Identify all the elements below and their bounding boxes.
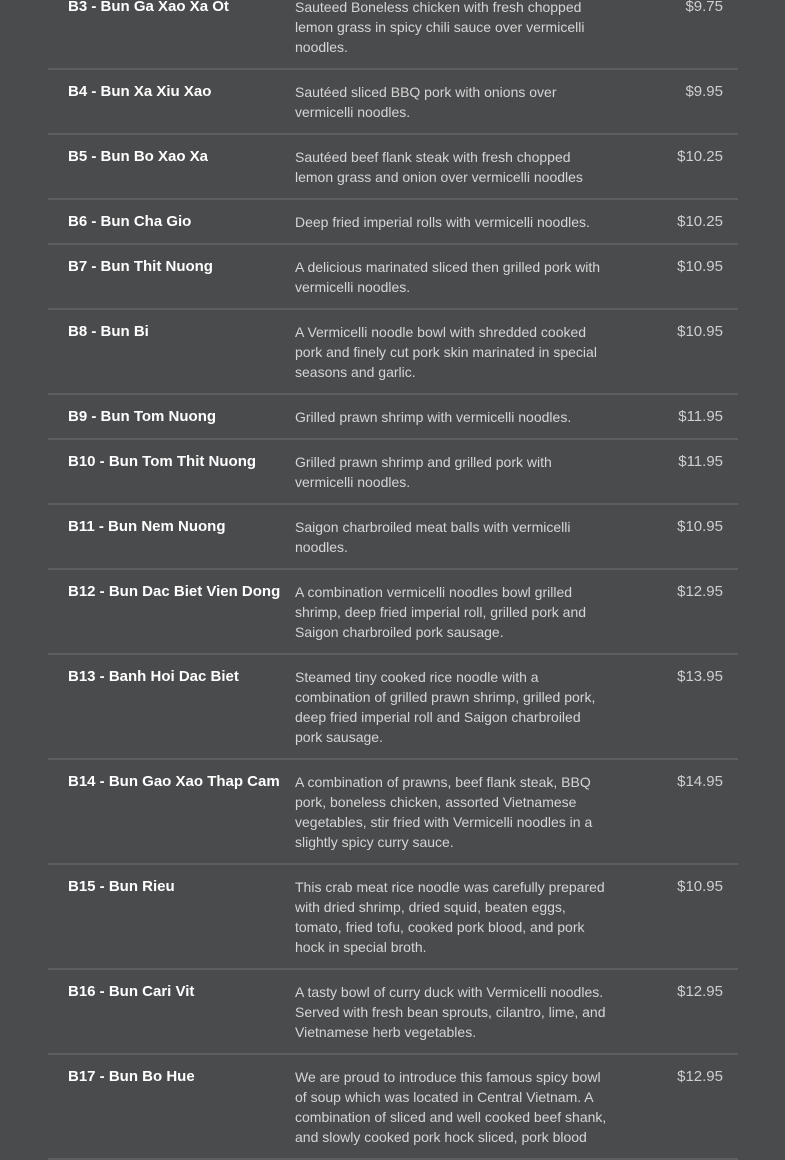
- item-name: B15 - Bun Rieu: [68, 878, 175, 895]
- menu-item-b3: [48, 0, 738, 70]
- item-price: $12.95: [677, 1068, 723, 1085]
- item-description: Steamed tiny cooked rice noodle with a combination of grilled prawn shrimp, grilled pork, deep fried imperial roll and Saigon charbroiled pork sausage.: [295, 669, 596, 745]
- item-description: Saigon charbroiled meat balls with vermicelli noodles.: [295, 519, 571, 555]
- item-name: B13 - Banh Hoi Dac Biet: [68, 668, 239, 685]
- menu-item-b5: [48, 135, 738, 200]
- item-name: B4 - Bun Xa Xiu Xao: [68, 83, 212, 100]
- item-description: Grilled prawn shrimp with vermicelli noodles.: [295, 409, 572, 425]
- item-description: A delicious marinated sliced then grilled pork with vermicelli noodles.: [295, 259, 601, 295]
- menu-item-b16: [48, 970, 738, 1055]
- item-description: A combination vermicelli noodles bowl grilled shrimp, deep fried imperial roll, grilled pork and Saigon charbroiled pork sausage.: [295, 584, 587, 640]
- menu-item-b13: [48, 655, 738, 760]
- item-name: B17 - Bun Bo Hue: [68, 1068, 195, 1085]
- menu-item-b17: [48, 1055, 738, 1160]
- item-price: $10.95: [677, 258, 723, 275]
- item-description: Deep fried imperial rolls with vermicelli noodles.: [295, 214, 590, 230]
- item-name: B10 - Bun Tom Thit Nuong: [68, 453, 257, 470]
- menu-item-b9: [48, 395, 738, 440]
- item-price: $10.95: [677, 518, 723, 535]
- item-name: B6 - Bun Cha Gio: [68, 213, 192, 230]
- item-price: $9.95: [685, 83, 723, 100]
- item-name: B5 - Bun Bo Xao Xa: [68, 148, 209, 165]
- item-description: A Vermicelli noodle bowl with shredded cooked pork and finely cut pork skin marinated in special seasons and garlic.: [295, 324, 597, 380]
- menu-item-b8: [48, 310, 738, 395]
- item-price: $11.95: [678, 408, 723, 425]
- menu-item-b6: [48, 200, 738, 245]
- menu-item-b11: [48, 505, 738, 570]
- item-price: $10.95: [677, 323, 723, 340]
- item-name: B11 - Bun Nem Nuong: [68, 518, 226, 535]
- item-price: $14.95: [677, 773, 723, 790]
- item-price: $9.75: [685, 0, 723, 15]
- menu-item-b7: [48, 245, 738, 310]
- item-name: B3 - Bun Ga Xao Xa Ot: [68, 0, 229, 15]
- item-name: B9 - Bun Tom Nuong: [68, 408, 217, 425]
- item-price: $10.25: [677, 148, 723, 165]
- item-name: B7 - Bun Thit Nuong: [68, 258, 213, 275]
- item-description: This crab meat rice noodle was carefully prepared with dried shrimp, dried squid, beaten eggs, tomato, fried tofu, cooked pork blood, and pork hock in special broth.: [295, 879, 605, 955]
- item-price: $12.95: [677, 583, 723, 600]
- item-description: Sautéed beef flank steak with fresh chopped lemon grass and onion over vermicelli noodles: [295, 149, 583, 185]
- item-description: Sautéed sliced BBQ pork with onions over vermicelli noodles.: [295, 84, 557, 120]
- item-description: Grilled prawn shrimp and grilled pork with vermicelli noodles.: [295, 454, 552, 490]
- item-name: B14 - Bun Gao Xao Thap Cam: [68, 773, 280, 790]
- menu-item-b14: [48, 760, 738, 865]
- item-name: B16 - Bun Cari Vit: [68, 983, 195, 1000]
- menu-item-b15: [48, 865, 738, 970]
- menu-item-b10: [48, 440, 738, 505]
- item-price: $11.95: [678, 453, 723, 470]
- item-description: A tasty bowl of curry duck with Vermicelli noodles. Served with fresh bean sprouts, cilantro, lime, and Vietnamese herb vegetables.: [295, 984, 606, 1040]
- item-price: $12.95: [677, 983, 723, 1000]
- item-price: $10.25: [677, 213, 723, 230]
- item-price: $10.95: [677, 878, 723, 895]
- item-name: B8 - Bun Bi: [68, 323, 149, 340]
- menu-item-b12: [48, 570, 738, 655]
- menu-item-b4: [48, 70, 738, 135]
- item-description: Sauteed Boneless chicken with fresh chopped lemon grass in spicy chili sauce over vermicelli noodles.: [295, 0, 585, 55]
- item-price: $13.95: [677, 668, 723, 685]
- item-description: We are proud to introduce this famous spicy bowl of soup which was located in Central Vietnam. A combination of sliced and well cooked beef shank, and slowly cooked pork hock sliced, pork blood: [295, 1069, 607, 1145]
- menu-list: [48, 0, 738, 1160]
- item-name: B12 - Bun Dac Biet Vien Dong: [68, 583, 281, 600]
- item-description: A combination of prawns, beef flank steak, BBQ pork, boneless chicken, assorted Vietnamese vegetables, stir fried with Vermicelli noodles in a slightly spicy curry sauce.: [295, 774, 593, 850]
